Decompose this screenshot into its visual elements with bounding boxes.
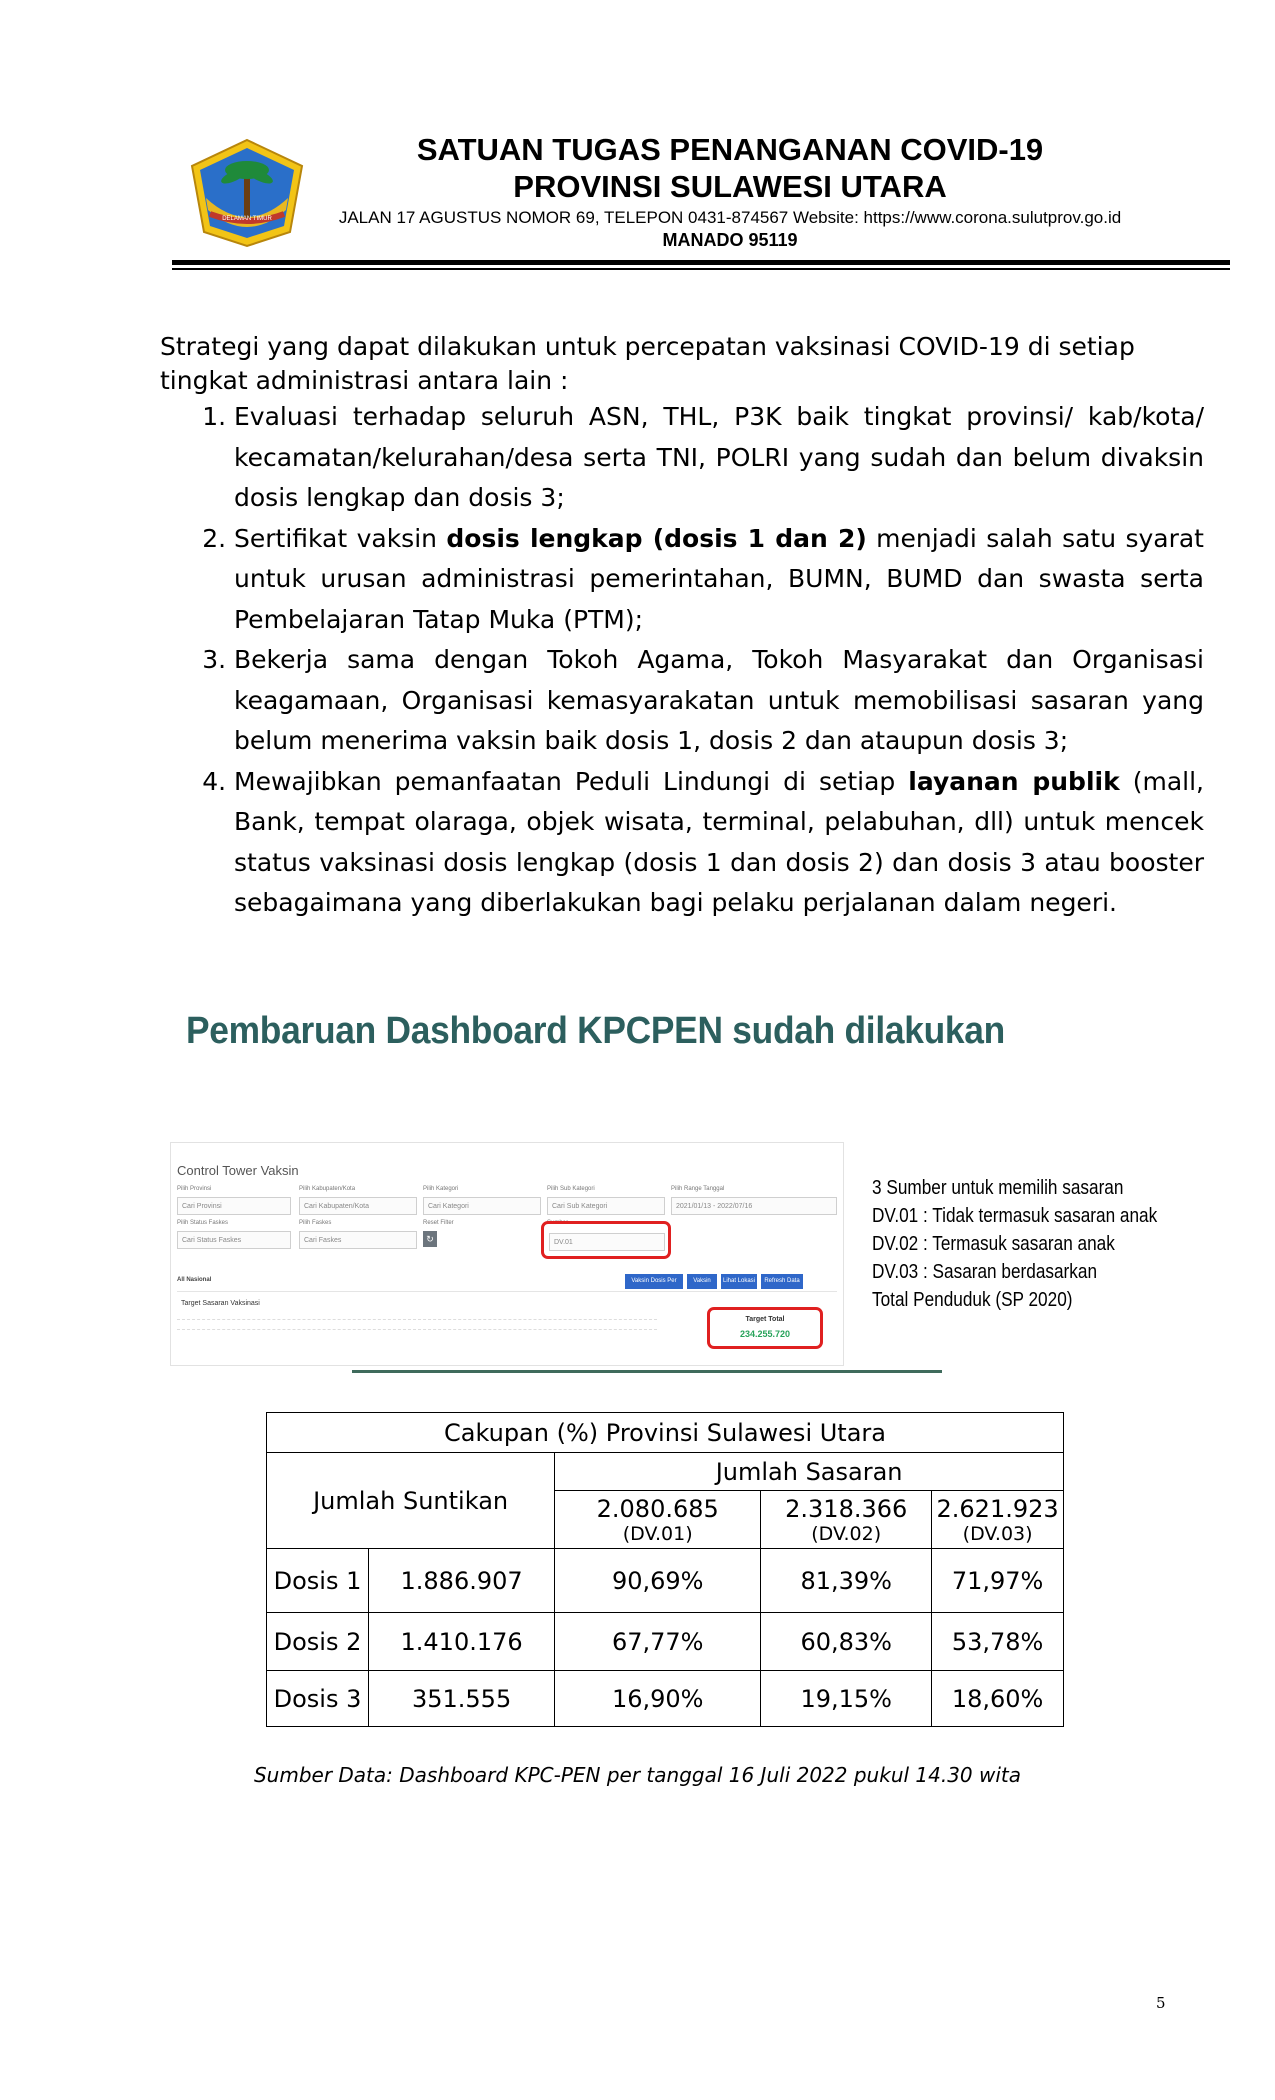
- header-suntikan: Jumlah Suntikan: [267, 1453, 555, 1549]
- city-select[interactable]: Cari Kabupaten/Kota: [299, 1197, 417, 1215]
- source-options: [872, 1174, 1157, 1314]
- strategy-text: Sertifikat vaksin: [234, 523, 447, 553]
- source-item: DV.02 : Termasuk sasaran anak: [872, 1233, 1115, 1255]
- injections-cell: 1.410.176: [369, 1613, 555, 1671]
- dashboard-screenshot: [170, 1142, 844, 1366]
- target-row-line: [177, 1329, 657, 1332]
- filter-label: Reset Filter: [423, 1220, 454, 1226]
- target-value: 2.318.366: [785, 1494, 908, 1523]
- header-rule-thin: [172, 268, 1230, 270]
- target-value: 2.080.685: [596, 1494, 719, 1523]
- table-row: [267, 1549, 1064, 1613]
- filter-label: Pilih Status Faskes: [177, 1220, 229, 1226]
- strategy-text: Mewajibkan pemanfaatan Peduli Lindungi di setiap: [234, 766, 909, 796]
- target-code: (DV.03): [962, 1522, 1033, 1545]
- dashboard-heading: Pembaruan Dashboard KPCPEN sudah dilakukan: [186, 1010, 1005, 1052]
- refresh-button[interactable]: Refresh Data: [761, 1274, 803, 1289]
- faskes-select[interactable]: Cari Faskes: [299, 1231, 417, 1249]
- strategy-text: Evaluasi terhadap seluruh ASN, THL, P3K baik tingkat provinsi/ kab/kota/ kecamatan/kelurahan/desa serta TNI, POLRI yang sudah dan belum divaksin dosis lengkap dan dosis 3;: [234, 402, 1204, 512]
- dose-cell: Dosis 2: [267, 1613, 369, 1671]
- pct-cell: 71,97%: [932, 1549, 1064, 1613]
- subcategory-select[interactable]: Cari Sub Kategori: [547, 1197, 665, 1215]
- header-rule-thick: [172, 260, 1230, 265]
- target-dv02: [761, 1491, 932, 1549]
- header-address: JALAN 17 AGUSTUS NOMOR 69, TELEPON 0431-874567 Website: https://www.corona.sulutprov.go.id: [338, 208, 1122, 227]
- intro-paragraph: Strategi yang dapat dilakukan untuk percepatan vaksinasi COVID-19 di setiap tingkat administrasi antara lain :: [160, 332, 1135, 395]
- divider: [177, 1291, 837, 1292]
- sources-title: 3 Sumber untuk memilih sasaran: [872, 1177, 1124, 1199]
- strategy-text: (mall, Bank, tempat olaraga, objek wisata, terminal, pelabuhan, dll) untuk mencek status vaksinasi dosis lengkap (dosis 1 dan dosis 2) dan dosis 3 atau booster sebagaimana yang diberlakukan bagi pelaku perjalanan dalam negeri.: [234, 766, 1204, 917]
- pct-cell: 81,39%: [761, 1549, 932, 1613]
- dose-per-date-button[interactable]: Vaksin Dosis Per Tanggal: [625, 1274, 683, 1289]
- filter-label: Pilih Range Tanggal: [671, 1186, 725, 1192]
- target-row-line: [177, 1319, 657, 1322]
- pct-cell: 53,78%: [932, 1613, 1064, 1671]
- injections-cell: 351.555: [369, 1671, 555, 1727]
- header-city: MANADO 95119: [662, 230, 798, 250]
- dose-cell: Dosis 3: [267, 1671, 369, 1727]
- filter-label: Pilih Faskes: [299, 1220, 332, 1226]
- strategy-text: menjadi salah satu syarat untuk urusan administrasi pemerintahan, BUMN, BUMD dan swasta serta Pembelajaran Tatap Muka (PTM);: [234, 523, 1204, 634]
- province-logo: [186, 136, 308, 248]
- strategy-item-4: [234, 762, 1204, 924]
- source-select[interactable]: DV.01: [549, 1233, 665, 1251]
- all-label: All Nasional: [177, 1277, 212, 1283]
- pct-cell: 18,60%: [932, 1671, 1064, 1727]
- header-title-line2: PROVINSI SULAWESI UTARA: [513, 169, 947, 204]
- dashboard-title: Control Tower Vaksin: [177, 1163, 299, 1178]
- page-number: 5: [1156, 1994, 1166, 2012]
- table-row: [267, 1671, 1064, 1727]
- filter-label: Pilih Kabupaten/Kota: [299, 1186, 356, 1192]
- strategy-text: Bekerja sama dengan Tokoh Agama, Tokoh Masyarakat dan Organisasi keagamaan, Organisasi kemasyarakatan untuk memobilisasi sasaran yang belum menerima vaksin baik dosis 1, dosis 2 dan ataupun dosis 3;: [234, 645, 1204, 755]
- target-dv01: [555, 1491, 761, 1549]
- strategy-emphasis: layanan publik: [908, 766, 1120, 796]
- source-item: DV.01 : Tidak termasuk sasaran anak: [872, 1205, 1158, 1227]
- target-code: (DV.02): [811, 1522, 882, 1545]
- injections-cell: 1.886.907: [369, 1549, 555, 1613]
- pct-cell: 60,83%: [761, 1613, 932, 1671]
- source-item: DV.03 : Sasaran berdasarkan Total Penduduk (SP 2020): [872, 1261, 1098, 1311]
- province-select[interactable]: Cari Provinsi: [177, 1197, 291, 1215]
- vaccine-location-button[interactable]: Lihat Lokasi Vaksin: [721, 1274, 757, 1289]
- table-row: [267, 1613, 1064, 1671]
- filter-label: Sumber: [547, 1220, 569, 1226]
- screenshot-underline: [352, 1370, 942, 1373]
- pct-cell: 90,69%: [555, 1549, 761, 1613]
- pct-cell: 16,90%: [555, 1671, 761, 1727]
- filter-label: Pilih Sub Kategori: [547, 1186, 595, 1192]
- dose-cell: Dosis 1: [267, 1549, 369, 1613]
- target-section-title: Target Sasaran Vaksinasi: [181, 1300, 260, 1307]
- strategy-list: [196, 397, 1204, 924]
- target-total-label: Target Total: [745, 1316, 785, 1323]
- pct-cell: 19,15%: [761, 1671, 932, 1727]
- coverage-table: [266, 1412, 1064, 1727]
- target-code: (DV.01): [622, 1522, 693, 1545]
- logo-motto: DELAMAN TIMUR: [222, 216, 272, 222]
- table-caption: Cakupan (%) Provinsi Sulawesi Utara: [267, 1413, 1064, 1453]
- filter-label: Pilih Kategori: [423, 1186, 459, 1192]
- faskes-status-select[interactable]: Cari Status Faskes: [177, 1231, 291, 1249]
- category-select[interactable]: Cari Kategori: [423, 1197, 541, 1215]
- reset-icon[interactable]: ↻: [423, 1231, 437, 1247]
- header-sasaran: Jumlah Sasaran: [555, 1453, 1064, 1491]
- vaccine-faskes-button[interactable]: Vaksin Faskes: [687, 1274, 717, 1289]
- strategy-item-2: [234, 519, 1204, 641]
- target-total-value: 234.255.720: [739, 1329, 791, 1339]
- target-dv03: [932, 1491, 1064, 1549]
- pct-cell: 67,77%: [555, 1613, 761, 1671]
- strategy-item-3: [234, 640, 1204, 762]
- target-value: 2.621.923: [936, 1494, 1059, 1523]
- source-highlight: [541, 1221, 671, 1259]
- strategy-item-1: [234, 397, 1204, 519]
- filter-label: Pilih Provinsi: [177, 1186, 212, 1192]
- strategy-emphasis: dosis lengkap (dosis 1 dan 2): [446, 523, 867, 553]
- target-total-highlight: [707, 1307, 823, 1349]
- source-note: Sumber Data: Dashboard KPC-PEN per tanggal 16 Juli 2022 pukul 14.30 wita: [253, 1763, 1022, 1787]
- date-range-input[interactable]: 2021/01/13 - 2022/07/16: [671, 1197, 837, 1215]
- header-title-line1: SATUAN TUGAS PENANGANAN COVID-19: [416, 132, 1044, 167]
